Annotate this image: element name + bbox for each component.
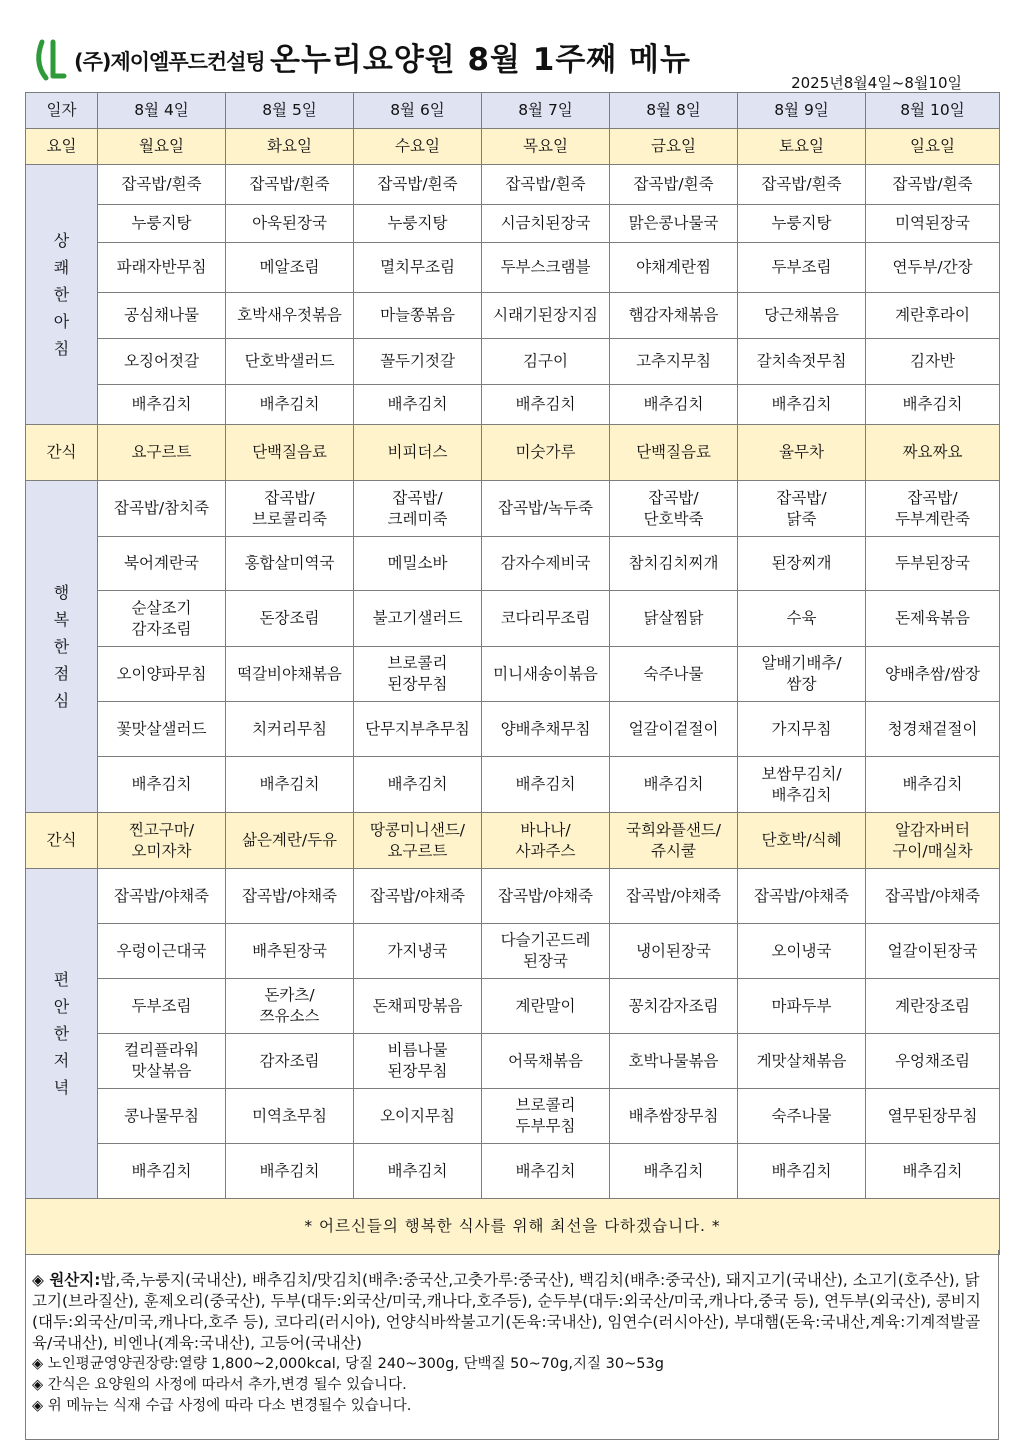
menu-item: 배추김치 xyxy=(98,757,226,813)
snack-change-note: ◈ 간식은 요양원의 사정에 따라서 추가,변경 될수 있습니다. xyxy=(32,1377,407,1393)
menu-item: 컬리플라워 맛살볶음 xyxy=(98,1034,226,1089)
date-cell: 8월 6일 xyxy=(354,93,482,129)
dinner-row xyxy=(26,979,1000,1034)
snack-item: 단백질음료 xyxy=(610,425,738,481)
menu-item: 맑은콩나물국 xyxy=(610,205,738,243)
day-header: 요일 xyxy=(26,129,98,165)
origin-info xyxy=(32,1270,990,1354)
menu-item: 오이냉국 xyxy=(738,924,866,979)
menu-item: 두부된장국 xyxy=(866,537,1000,591)
menu-item: 양배추채무침 xyxy=(482,702,610,757)
day-cell: 수요일 xyxy=(354,129,482,165)
snack-item: 미숫가루 xyxy=(482,425,610,481)
snack-morning-label: 간식 xyxy=(26,425,98,481)
menu-item: 미역초무침 xyxy=(226,1089,354,1144)
menu-item: 감자수제비국 xyxy=(482,537,610,591)
date-cell: 8월 4일 xyxy=(98,93,226,129)
menu-item: 잡곡밥/흰죽 xyxy=(738,165,866,205)
menu-item: 배추김치 xyxy=(610,757,738,813)
snack-item: 율무차 xyxy=(738,425,866,481)
menu-item: 숙주나물 xyxy=(610,647,738,702)
menu-item: 잡곡밥/야채죽 xyxy=(738,869,866,924)
menu-item: 잡곡밥/ 닭죽 xyxy=(738,481,866,537)
dinner-row xyxy=(26,869,1000,924)
menu-item: 가지냉국 xyxy=(354,924,482,979)
menu-item: 배추김치 xyxy=(354,757,482,813)
lunch-label xyxy=(26,481,98,813)
notice-text: * 어르신들의 행복한 식사를 위해 최선을 다하겠습니다. * xyxy=(26,1199,1000,1255)
menu-item: 잡곡밥/ 두부계란죽 xyxy=(866,481,1000,537)
menu-item: 배추김치 xyxy=(610,385,738,425)
menu-item: 얼갈이겉절이 xyxy=(610,702,738,757)
menu-item: 배추김치 xyxy=(482,757,610,813)
snack-item: 삶은계란/두유 xyxy=(226,813,354,869)
date-cell: 8월 5일 xyxy=(226,93,354,129)
menu-item: 오징어젓갈 xyxy=(98,339,226,385)
menu-item: 열무된장무침 xyxy=(866,1089,1000,1144)
lunch-row xyxy=(26,591,1000,647)
menu-item: 비름나물 된장무침 xyxy=(354,1034,482,1089)
menu-change-note: ◈ 위 메뉴는 식재 수급 사정에 따라 다소 변경될수 있습니다. xyxy=(32,1398,412,1414)
dinner-label xyxy=(26,869,98,1199)
menu-item: 숙주나물 xyxy=(738,1089,866,1144)
menu-item: 김자반 xyxy=(866,339,1000,385)
date-cell: 8월 7일 xyxy=(482,93,610,129)
breakfast-row xyxy=(26,243,1000,293)
menu-item: 잡곡밥/ 단호박죽 xyxy=(610,481,738,537)
menu-item: 청경채겉절이 xyxy=(866,702,1000,757)
lunch-row xyxy=(26,757,1000,813)
menu-item: 두부스크램블 xyxy=(482,243,610,293)
menu-item: 잡곡밥/녹두죽 xyxy=(482,481,610,537)
day-cell: 토요일 xyxy=(738,129,866,165)
menu-item: 수육 xyxy=(738,591,866,647)
notice-row xyxy=(26,1199,1000,1255)
company-logo xyxy=(28,38,265,84)
menu-item: 배추된장국 xyxy=(226,924,354,979)
menu-item: 홍합살미역국 xyxy=(226,537,354,591)
dinner-row xyxy=(26,1144,1000,1199)
menu-item: 게맛살채볶음 xyxy=(738,1034,866,1089)
menu-item: 계란후라이 xyxy=(866,293,1000,339)
menu-item: 메밀소바 xyxy=(354,537,482,591)
footer-notes xyxy=(25,1250,999,1440)
nutrition-note: ◈ 노인평균영양권장량:열량 1,800~2,000kcal, 당질 240~300g, 단백질 50~70g,지질 30~53g xyxy=(32,1356,664,1372)
snack-item: 요구르트 xyxy=(98,425,226,481)
menu-item: 된장찌개 xyxy=(738,537,866,591)
menu-item: 공심채나물 xyxy=(98,293,226,339)
menu-item: 치커리무침 xyxy=(226,702,354,757)
menu-item: 꽁치감자조림 xyxy=(610,979,738,1034)
menu-item: 배추김치 xyxy=(738,385,866,425)
menu-period: 2025년8월4일~8월10일 xyxy=(791,74,962,92)
menu-item: 아욱된장국 xyxy=(226,205,354,243)
menu-item: 북어계란국 xyxy=(98,537,226,591)
menu-item: 양배추쌈/쌈장 xyxy=(866,647,1000,702)
menu-item: 가지무침 xyxy=(738,702,866,757)
menu-item: 순살조기 감자조림 xyxy=(98,591,226,647)
date-row xyxy=(26,93,1000,129)
day-cell: 월요일 xyxy=(98,129,226,165)
date-cell: 8월 8일 xyxy=(610,93,738,129)
snack-item: 비피더스 xyxy=(354,425,482,481)
menu-item: 잡곡밥/흰죽 xyxy=(610,165,738,205)
company-name: (주)제이엘푸드컨설팅 xyxy=(74,50,265,74)
menu-item: 잡곡밥/야채죽 xyxy=(866,869,1000,924)
menu-item: 호박새우젓볶음 xyxy=(226,293,354,339)
lunch-row xyxy=(26,647,1000,702)
menu-item: 브로콜리 두부무침 xyxy=(482,1089,610,1144)
dinner-row xyxy=(26,1034,1000,1089)
breakfast-row xyxy=(26,205,1000,243)
menu-item: 배추김치 xyxy=(226,385,354,425)
day-cell: 화요일 xyxy=(226,129,354,165)
menu-item: 배추김치 xyxy=(866,1144,1000,1199)
snack-afternoon-label: 간식 xyxy=(26,813,98,869)
origin-text: 밥,죽,누룽지(국내산), 배추김치/맛김치(배추:중국산,고춧가루:중국산), 백김치(배추:중국산), 돼지고기(국내산), 소고기(호주산), 닭고기(브라질산), 훈제오리(중국산), 두부(대두:외국산/미국,캐나다,호주등), 순두부(대두:외국산/미국,캐나다,중국 등), 연두부(외국산), 콩비지(대두:외국산/미국,캐나다,호주 등), 코다리(러시아), 언양식바싹불고기(돈육:국내산), 임연수(러시아산), 부대햄(돈육:국내산,계육:기계적발골육/국내산), 비엔나(계육:국내산), 고등어(국내산) xyxy=(32,1271,981,1352)
menu-item: 브로콜리 된장무침 xyxy=(354,647,482,702)
menu-item: 배추김치 xyxy=(354,385,482,425)
menu-item: 배추김치 xyxy=(610,1144,738,1199)
menu-item: 잡곡밥/ 크레미죽 xyxy=(354,481,482,537)
menu-item: 잡곡밥/야채죽 xyxy=(482,869,610,924)
day-row xyxy=(26,129,1000,165)
breakfast-row xyxy=(26,165,1000,205)
menu-item: 잡곡밥/흰죽 xyxy=(482,165,610,205)
menu-item: 미역된장국 xyxy=(866,205,1000,243)
menu-item: 배추김치 xyxy=(226,757,354,813)
page-title: 온누리요양원 8월 1주째 메뉴 xyxy=(270,42,691,78)
snack-afternoon-row xyxy=(26,813,1000,869)
menu-item: 알배기배추/ 쌈장 xyxy=(738,647,866,702)
snack-item: 단백질음료 xyxy=(226,425,354,481)
dinner-row xyxy=(26,924,1000,979)
snack-morning-row xyxy=(26,425,1000,481)
menu-item: 꽃맛살샐러드 xyxy=(98,702,226,757)
menu-item: 돈채피망볶음 xyxy=(354,979,482,1034)
menu-item: 배추김치 xyxy=(98,1144,226,1199)
menu-item: 오이양파무침 xyxy=(98,647,226,702)
menu-item: 호박나물볶음 xyxy=(610,1034,738,1089)
menu-item: 배추김치 xyxy=(226,1144,354,1199)
menu-item: 계란장조림 xyxy=(866,979,1000,1034)
day-cell: 금요일 xyxy=(610,129,738,165)
menu-item: 돈제육볶음 xyxy=(866,591,1000,647)
menu-item: 배추쌈장무침 xyxy=(610,1089,738,1144)
menu-item: 고추지무침 xyxy=(610,339,738,385)
menu-item: 냉이된장국 xyxy=(610,924,738,979)
menu-item: 닭살찜닭 xyxy=(610,591,738,647)
menu-item: 두부조림 xyxy=(98,979,226,1034)
menu-item: 두부조림 xyxy=(738,243,866,293)
menu-item: 계란말이 xyxy=(482,979,610,1034)
menu-item: 어묵채볶음 xyxy=(482,1034,610,1089)
snack-item: 짜요짜요 xyxy=(866,425,1000,481)
menu-item: 야채계란찜 xyxy=(610,243,738,293)
lunch-row xyxy=(26,702,1000,757)
menu-item: 다슬기곤드레 된장국 xyxy=(482,924,610,979)
origin-title: ◈ 원산지: xyxy=(32,1271,101,1289)
lunch-label-text: 행복한점심 xyxy=(53,583,70,710)
menu-item: 콩나물무침 xyxy=(98,1089,226,1144)
menu-item: 갈치속젓무침 xyxy=(738,339,866,385)
menu-item: 미니새송이볶음 xyxy=(482,647,610,702)
day-cell: 목요일 xyxy=(482,129,610,165)
day-cell: 일요일 xyxy=(866,129,1000,165)
menu-item: 돈카츠/ 쯔유소스 xyxy=(226,979,354,1034)
menu-item: 잡곡밥/참치죽 xyxy=(98,481,226,537)
date-header: 일자 xyxy=(26,93,98,129)
menu-item: 배추김치 xyxy=(482,1144,610,1199)
menu-item: 감자조림 xyxy=(226,1034,354,1089)
menu-item: 잡곡밥/야채죽 xyxy=(354,869,482,924)
menu-item: 배추김치 xyxy=(354,1144,482,1199)
menu-item: 마파두부 xyxy=(738,979,866,1034)
menu-item: 배추김치 xyxy=(482,385,610,425)
menu-item: 마늘쫑볶음 xyxy=(354,293,482,339)
dinner-label-text: 편안한저녁 xyxy=(53,970,70,1097)
breakfast-label xyxy=(26,165,98,425)
weekly-menu-table xyxy=(25,92,1000,1255)
menu-item: 얼갈이된장국 xyxy=(866,924,1000,979)
menu-item: 잡곡밥/흰죽 xyxy=(354,165,482,205)
menu-item: 단무지부추무침 xyxy=(354,702,482,757)
snack-item: 알감자버터 구이/매실차 xyxy=(866,813,1000,869)
menu-item: 우렁이근대국 xyxy=(98,924,226,979)
menu-item: 햄감자채볶음 xyxy=(610,293,738,339)
menu-item: 시래기된장지짐 xyxy=(482,293,610,339)
menu-item: 참치김치찌개 xyxy=(610,537,738,591)
menu-item: 보쌈무김치/ 배추김치 xyxy=(738,757,866,813)
menu-item: 메알조림 xyxy=(226,243,354,293)
date-cell: 8월 10일 xyxy=(866,93,1000,129)
snack-item: 바나나/ 사과주스 xyxy=(482,813,610,869)
menu-item: 누룽지탕 xyxy=(738,205,866,243)
menu-item: 잡곡밥/흰죽 xyxy=(866,165,1000,205)
snack-item: 찐고구마/ 오미자차 xyxy=(98,813,226,869)
menu-item: 배추김치 xyxy=(866,757,1000,813)
menu-item: 파래자반무침 xyxy=(98,243,226,293)
menu-item: 연두부/간장 xyxy=(866,243,1000,293)
breakfast-label-text: 상쾌한아침 xyxy=(53,231,70,358)
snack-item: 단호박/식혜 xyxy=(738,813,866,869)
lunch-row xyxy=(26,481,1000,537)
menu-item: 김구이 xyxy=(482,339,610,385)
menu-item: 돈장조림 xyxy=(226,591,354,647)
menu-item: 잡곡밥/흰죽 xyxy=(98,165,226,205)
company-logo-icon xyxy=(28,38,68,84)
menu-item: 배추김치 xyxy=(738,1144,866,1199)
breakfast-row xyxy=(26,339,1000,385)
breakfast-row xyxy=(26,293,1000,339)
menu-item: 잡곡밥/야채죽 xyxy=(98,869,226,924)
menu-item: 시금치된장국 xyxy=(482,205,610,243)
menu-item: 잡곡밥/야채죽 xyxy=(610,869,738,924)
menu-item: 우엉채조림 xyxy=(866,1034,1000,1089)
menu-item: 떡갈비야채볶음 xyxy=(226,647,354,702)
menu-item: 누룽지탕 xyxy=(98,205,226,243)
menu-item: 불고기샐러드 xyxy=(354,591,482,647)
menu-item: 오이지무침 xyxy=(354,1089,482,1144)
menu-item: 잡곡밥/야채죽 xyxy=(226,869,354,924)
menu-item: 배추김치 xyxy=(866,385,1000,425)
menu-item: 배추김치 xyxy=(98,385,226,425)
menu-item: 잡곡밥/ 브로콜리죽 xyxy=(226,481,354,537)
menu-item: 멸치무조림 xyxy=(354,243,482,293)
menu-item: 코다리무조림 xyxy=(482,591,610,647)
menu-item: 단호박샐러드 xyxy=(226,339,354,385)
snack-item: 땅콩미니샌드/ 요구르트 xyxy=(354,813,482,869)
lunch-row xyxy=(26,537,1000,591)
snack-item: 국희와플샌드/ 쥬시쿨 xyxy=(610,813,738,869)
menu-item: 꼴두기젓갈 xyxy=(354,339,482,385)
date-cell: 8월 9일 xyxy=(738,93,866,129)
menu-item: 누룽지탕 xyxy=(354,205,482,243)
menu-item: 잡곡밥/흰죽 xyxy=(226,165,354,205)
dinner-row xyxy=(26,1089,1000,1144)
menu-item: 당근채볶음 xyxy=(738,293,866,339)
breakfast-row xyxy=(26,385,1000,425)
